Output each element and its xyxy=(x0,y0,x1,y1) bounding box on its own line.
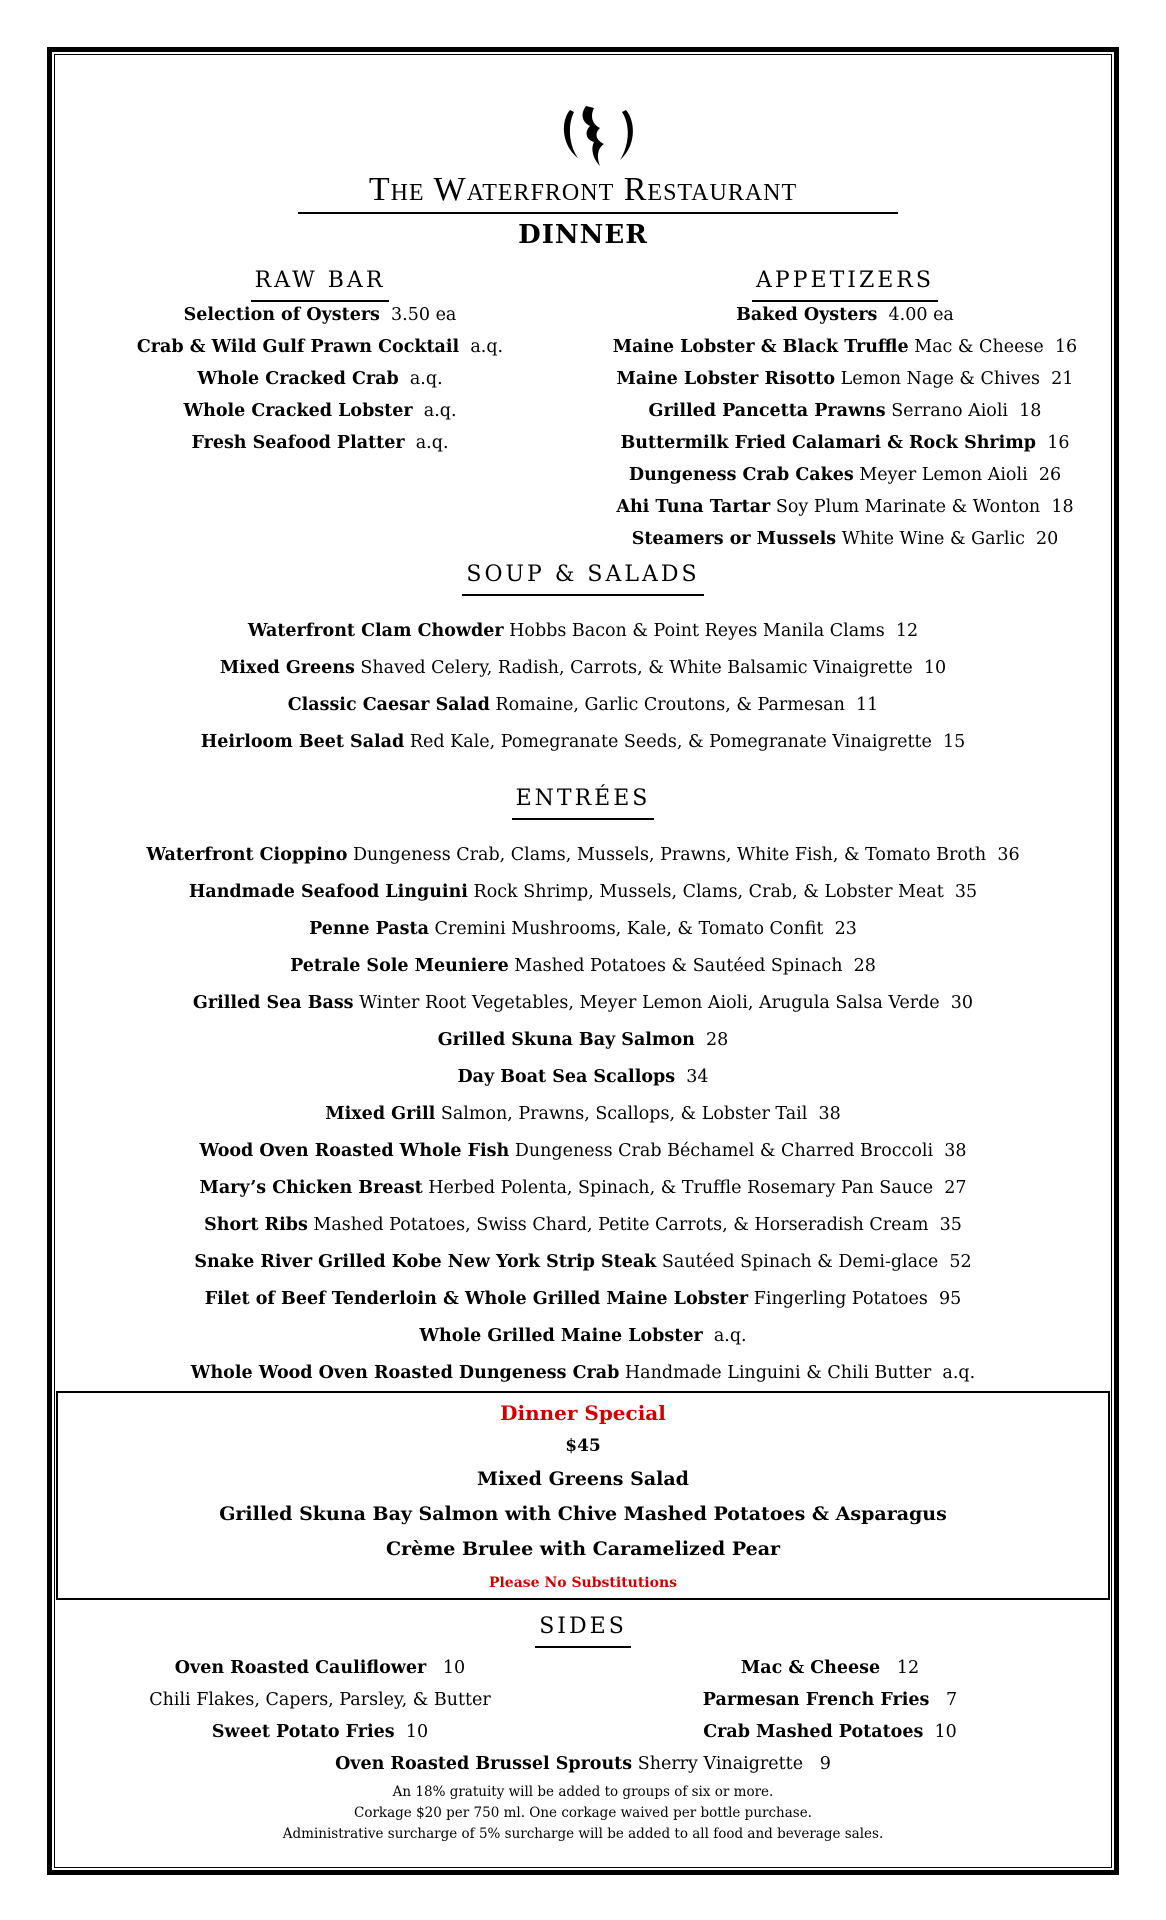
list-item: Petrale Sole Meuniere Mashed Potatoes & Sautéed Spinach 28 xyxy=(290,956,876,976)
raw-bar-heading: RAW BAR xyxy=(120,266,520,302)
list-item: Parmesan French Fries 7 xyxy=(702,1690,958,1710)
entrees-heading: ENTRÉES xyxy=(60,784,1106,820)
list-item: Mixed Grill Salmon, Prawns, Scallops, & Lobster Tail 38 xyxy=(325,1104,841,1124)
list-item: Waterfront Clam Chowder Hobbs Bacon & Point Reyes Manila Clams 12 xyxy=(247,621,919,641)
list-item: Crab & Wild Gulf Prawn Cocktail a.q. xyxy=(136,337,504,357)
dinner-special-item: Crème Brulee with Caramelized Pear xyxy=(385,1538,781,1560)
list-item: Sweet Potato Fries 10 xyxy=(211,1722,429,1742)
list-item: Classic Caesar Salad Romaine, Garlic Croutons, & Parmesan 11 xyxy=(287,695,879,715)
list-item: Fresh Seafood Platter a.q. xyxy=(191,433,449,453)
list-item: Chili Flakes, Capers, Parsley, & Butter xyxy=(149,1690,491,1710)
restaurant-name: The Waterfront Restaurant xyxy=(368,171,798,208)
soup-salads-heading: SOUP & SALADS xyxy=(60,560,1106,596)
menu-title: DINNER xyxy=(518,220,648,250)
list-item: Steamers or Mussels White Wine & Garlic 20 xyxy=(631,529,1059,549)
list-item: Snake River Grilled Kobe New York Strip Steak Sautéed Spinach & Demi-glace 52 xyxy=(194,1252,972,1272)
dinner-special-item: Mixed Greens Salad xyxy=(477,1468,689,1490)
list-item: Oven Roasted Brussel Sprouts Sherry Vinaigrette 9 xyxy=(335,1754,831,1774)
list-item: Baked Oysters 4.00 ea xyxy=(736,305,954,325)
list-item: Short Ribs Mashed Potatoes, Swiss Chard, Petite Carrots, & Horseradish Cream 35 xyxy=(204,1215,962,1235)
list-item: Day Boat Sea Scallops 34 xyxy=(457,1067,709,1087)
list-item: Maine Lobster Risotto Lemon Nage & Chives 21 xyxy=(616,369,1074,389)
list-item: Mixed Greens Shaved Celery, Radish, Carrots, & White Balsamic Vinaigrette 10 xyxy=(219,658,947,678)
list-item: Waterfront Cioppino Dungeness Crab, Clams, Mussels, Prawns, White Fish, & Tomato Broth 36 xyxy=(146,845,1020,865)
list-item: Grilled Pancetta Prawns Serrano Aioli 18 xyxy=(648,401,1042,421)
list-item: Dungeness Crab Cakes Meyer Lemon Aioli 26 xyxy=(628,465,1062,485)
list-item: Heirloom Beet Salad Red Kale, Pomegranate Seeds, & Pomegranate Vinaigrette 15 xyxy=(200,732,966,752)
list-item: Buttermilk Fried Calamari & Rock Shrimp 16 xyxy=(620,433,1070,453)
title-divider xyxy=(298,212,898,214)
list-item: Handmade Seafood Linguini Rock Shrimp, Mussels, Clams, Crab, & Lobster Meat 35 xyxy=(188,882,978,902)
list-item: Grilled Skuna Bay Salmon 28 xyxy=(437,1030,729,1050)
list-item: Penne Pasta Cremini Mushrooms, Kale, & Tomato Confit 23 xyxy=(309,919,857,939)
list-item: Whole Grilled Maine Lobster a.q. xyxy=(419,1326,747,1346)
appetizers-heading: APPETIZERS xyxy=(600,266,1090,302)
list-item: Whole Cracked Crab a.q. xyxy=(197,369,443,389)
list-item: Mac & Cheese 12 xyxy=(740,1658,920,1678)
footer-note: Corkage $20 per 750 ml. One corkage waived per bottle purchase. xyxy=(354,1805,812,1821)
list-item: Ahi Tuna Tartar Soy Plum Marinate & Wonton 18 xyxy=(616,497,1074,517)
list-item: Selection of Oysters 3.50 ea xyxy=(183,305,457,325)
list-item: Crab Mashed Potatoes 10 xyxy=(703,1722,957,1742)
list-item: Grilled Sea Bass Winter Root Vegetables, Meyer Lemon Aioli, Arugula Salsa Verde 30 xyxy=(192,993,974,1013)
waterfront-logo-icon xyxy=(556,100,644,172)
list-item: Mary’s Chicken Breast Herbed Polenta, Spinach, & Truffle Rosemary Pan Sauce 27 xyxy=(199,1178,967,1198)
sides-heading: SIDES xyxy=(60,1612,1106,1648)
list-item: Whole Cracked Lobster a.q. xyxy=(183,401,457,421)
footer-note: Administrative surcharge of 5% surcharge will be added to all food and beverage sales. xyxy=(282,1826,884,1842)
list-item: Maine Lobster & Black Truffle Mac & Cheese 16 xyxy=(612,337,1078,357)
footer-note: An 18% gratuity will be added to groups of six or more. xyxy=(392,1784,774,1800)
dinner-special-price: $45 xyxy=(565,1436,601,1456)
dinner-special-title: Dinner Special xyxy=(500,1401,666,1425)
dinner-special-item: Grilled Skuna Bay Salmon with Chive Mashed Potatoes & Asparagus xyxy=(219,1503,947,1525)
list-item: Wood Oven Roasted Whole Fish Dungeness Crab Béchamel & Charred Broccoli 38 xyxy=(199,1141,967,1161)
list-item: Oven Roasted Cauliflower 10 xyxy=(174,1658,466,1678)
list-item: Whole Wood Oven Roasted Dungeness Crab Handmade Linguini & Chili Butter a.q. xyxy=(190,1363,976,1383)
list-item: Filet of Beef Tenderloin & Whole Grilled Maine Lobster Fingerling Potatoes 95 xyxy=(204,1289,962,1309)
dinner-special-note: Please No Substitutions xyxy=(488,1575,678,1591)
